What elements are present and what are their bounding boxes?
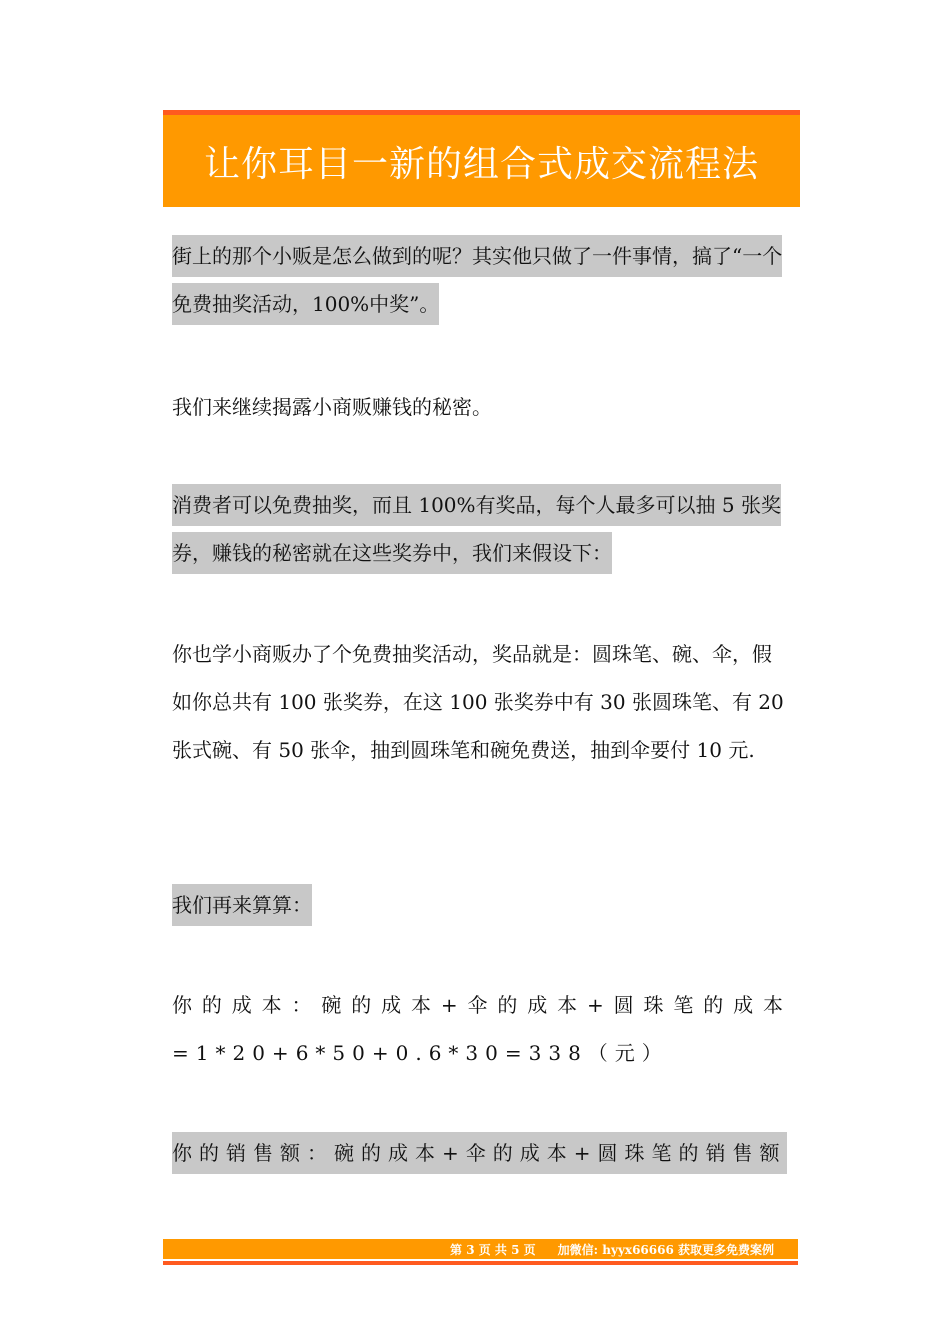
paragraph-cost: 你的成本：碗的成本+伞的成本+圆珠笔的成本 =1*20+6*50+0.6*30=338（元） — [172, 993, 790, 1065]
highlighted-text: 消费者可以免费抽奖，而且 100%有奖品，每个人最多可以抽 5 张奖券，赚钱的秘密就在这些奖券中，我们来假设下： — [172, 484, 781, 574]
paragraph-secret: 我们来继续揭露小商贩赚钱的秘密。 — [172, 395, 492, 419]
paragraph-calc-intro — [172, 881, 790, 929]
footer-promo: 加微信: hyyx66666 获取更多免费案例 — [557, 1242, 774, 1257]
highlighted-text: 我们再来算算： — [172, 884, 312, 926]
document-title: 让你耳目一新的组合式成交流程法 — [203, 143, 759, 185]
paragraph-sales — [172, 1129, 790, 1177]
paragraph-lottery — [172, 481, 790, 577]
highlighted-text: 街上的那个小贩是怎么做到的呢？其实他只做了一件事情，搞了“一个免费抽奖活动，100%中奖”。 — [172, 235, 782, 325]
highlighted-text: 你的销售额：碗的成本+伞的成本+圆珠笔的销售额 — [172, 1132, 787, 1174]
paragraph-example: 你也学小商贩办了个免费抽奖活动，奖品就是：圆珠笔、碗、伞，假如你总共有 100 张奖券，在这 100 张奖券中有 30 张圆珠笔、有 20 张式碗、有 50 张伞，抽到圆珠笔和碗免费送，抽到伞要付 10 元. — [172, 642, 784, 762]
title-banner — [163, 110, 800, 207]
paragraph-intro — [172, 232, 790, 328]
page-number: 第 3 页 共 5 页 — [450, 1242, 536, 1257]
footer-divider — [163, 1261, 798, 1265]
footer-bar — [163, 1239, 798, 1259]
